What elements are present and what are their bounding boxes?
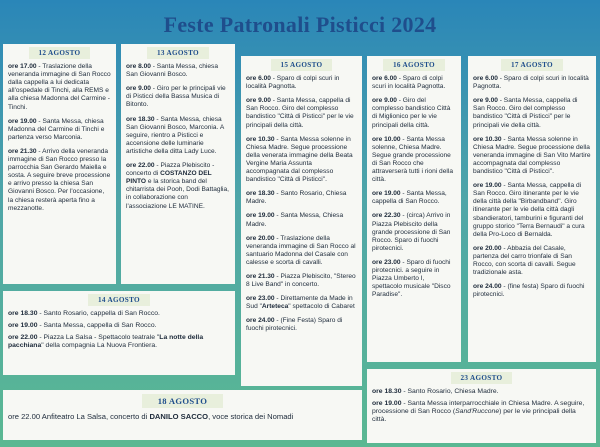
event-time: ore 10.00 xyxy=(372,135,401,143)
event-text: " spettacolo di Cabaret xyxy=(288,303,355,311)
event-text: - Santa Messa, Chiesa Madre. xyxy=(246,212,344,228)
event-time: ore 8.00 xyxy=(126,63,151,71)
event-item xyxy=(246,190,357,206)
event-text: - (Fine Festa) Sparo di fuochi pirotecnici. xyxy=(246,317,343,333)
event-time: ore 18.30 xyxy=(126,115,155,123)
event-text: - Piazza Plebiscito, "Stereo 8 Live Band" in concerto. xyxy=(246,272,356,289)
event-item xyxy=(8,310,230,318)
event-item xyxy=(372,259,456,299)
event-text: Anfiteatro La Salsa, concerto di xyxy=(40,412,150,422)
event-highlight: Arteteca xyxy=(261,303,289,311)
day-card-17-agosto xyxy=(468,56,596,362)
event-time: ore 9.00 xyxy=(473,97,498,105)
event-item xyxy=(372,97,456,129)
event-text: - Santa Messa solenne in Chiesa Madre. Segue processione della venerata immagine della Beata Vergine Maria Assunta accompagnata dal complesso bandistico "Città di Pisticci". xyxy=(246,135,353,184)
event-text: - Giro per le principali vie di Pisticci della Bassa Musica di Bitonto. xyxy=(126,85,226,109)
event-text: - Santa Messa, cappella di San Rocco. Giro itinerante per le vie della città della "Birbandband". Giro itinerante per le vie della città dagli sbandieratori, tamburini e figuranti del gruppo storico "Terra Bernaudi" a cura della Pro-Loco di Bernalda. xyxy=(473,182,585,238)
event-time: ore 10.30 xyxy=(473,135,502,143)
event-highlight: La notte della pacchiana xyxy=(8,334,204,350)
event-text: - Santa Messa interparrocchiale in Chiesa Madre. A seguire, processione di San Rocco ( xyxy=(372,400,585,416)
day-header: 17 AGOSTO xyxy=(501,59,563,71)
event-time: ore 21.30 xyxy=(246,272,275,280)
day-card-16-agosto xyxy=(367,56,461,362)
event-time: ore 24.00 xyxy=(473,283,502,291)
event-text: - Giro del complesso bandistico Città di Miglionico per le vie principali della città. xyxy=(372,97,451,129)
event-text: - Piazza La Salsa - Spettacolo teatrale " xyxy=(37,334,160,342)
event-item xyxy=(246,97,357,129)
event-time: ore 6.00 xyxy=(372,75,397,83)
event-text: - (circa) Arrivo in Piazza Plebiscito della grande processione di San Rocco. Sparo di fuochi pirotecnici. xyxy=(372,212,451,252)
event-time: ore 22.00 xyxy=(8,412,41,422)
event-time: ore 21.30 xyxy=(8,147,37,155)
event-time: ore 10.30 xyxy=(246,135,275,143)
event-text: ) per le vie principali della città. xyxy=(372,408,576,424)
event-text: - Santo Rosario, Chiesa Madre. xyxy=(246,190,347,206)
event-item xyxy=(372,75,456,91)
event-text: - Traslazione della veneranda immagine di San Rocco al santuario Madonna del Casale con calesse e scorta di cavalli. xyxy=(246,234,356,266)
event-highlight: COSTANZO DEL PINTO xyxy=(126,170,212,186)
event-time: ore 18.30 xyxy=(8,310,38,318)
event-time: ore 22.30 xyxy=(372,212,401,220)
event-text: - Santa Messa, chiesa San Giovanni Bosco. xyxy=(126,63,219,79)
event-item xyxy=(246,75,357,91)
event-text: - Sparo di fuochi pirotecnici. a seguire in Piazza Umberto I, spettacolo musicale "Disco Paradise". xyxy=(372,258,451,299)
event-time: ore 9.00 xyxy=(372,97,397,105)
event-text: - Santa Messa, chiesa San Giovanni Bosco, Marconia. A seguire, rientro a Pisticci e accensione delle luminarie artistiche della ditta Lady Luce. xyxy=(126,115,224,155)
event-item xyxy=(126,63,230,79)
event-item xyxy=(8,118,111,142)
event-time: ore 18.30 xyxy=(246,190,275,198)
event-item xyxy=(126,162,230,211)
event-time: ore 19.00 xyxy=(372,400,402,408)
event-time: ore 22.00 xyxy=(126,162,155,170)
event-item xyxy=(473,136,591,176)
event-text: - Santa Messa solenne in Chiesa Madre. Segue processione della veneranda immagine di San Vito Martire accompagnata dal complesso bandistico "Città di Pisticci". xyxy=(473,135,591,176)
event-item xyxy=(246,212,357,228)
event-text: - Santo Rosario, cappella di San Rocco. xyxy=(37,310,160,318)
event-item xyxy=(8,412,357,422)
event-time: ore 6.00 xyxy=(473,75,498,83)
event-time: ore 9.00 xyxy=(246,97,271,105)
event-text: - Traslazione della veneranda immagine di San Rocco dalla cappella a lui dedicata all'ospedale di Tinchi, alla REMS e alla chiesa Madonna del Carmine - Tinchi. xyxy=(8,63,111,111)
event-time: ore 22.00 xyxy=(8,334,38,342)
event-item xyxy=(126,116,230,156)
event-text: - Abbazia del Casale, partenza del carro trionfale di San Rocco, con scorta di cavalli. Segue tradizionale asta. xyxy=(473,244,576,277)
event-text: - Santa Messa solenne, Chiesa Madre. Segue grande processione di San Rocco che attraverserà tutti i rioni della città. xyxy=(372,135,453,184)
event-item xyxy=(8,322,230,330)
event-item xyxy=(372,212,456,252)
event-time: ore 23.00 xyxy=(246,295,275,303)
event-item xyxy=(8,334,230,350)
event-time: ore 19.00 xyxy=(8,322,38,330)
event-time: ore 19.00 xyxy=(8,117,37,125)
day-card-18-agosto xyxy=(3,390,362,440)
event-item xyxy=(473,97,591,129)
event-item xyxy=(372,388,591,396)
event-item xyxy=(126,85,230,109)
event-text: - Direttamente da Made in Sud " xyxy=(246,295,353,311)
day-header: 16 AGOSTO xyxy=(383,59,445,71)
day-header: 18 AGOSTO xyxy=(142,394,224,408)
event-time: ore 9.00 xyxy=(126,85,151,93)
event-time: ore 19.00 xyxy=(372,190,401,198)
day-card-15-agosto xyxy=(241,56,362,386)
event-time: ore 6.00 xyxy=(246,75,271,83)
page-title: Feste Patronali Pisticci 2024 xyxy=(163,12,437,37)
event-text: - Santa Messa, cappella di San Rocco. Giro del complesso bandistico "Città di Pisticci" per le principali vie della città. xyxy=(473,97,578,129)
event-item xyxy=(246,136,357,185)
event-item xyxy=(372,136,456,185)
day-header: 14 AGOSTO xyxy=(88,294,150,306)
event-time: ore 17.00 xyxy=(8,63,37,71)
day-card-13-agosto xyxy=(121,44,235,284)
day-card-23-agosto xyxy=(367,369,596,443)
event-item xyxy=(473,283,591,299)
event-text: - Santa Messa, cappella di San Rocco. xyxy=(37,322,157,330)
event-item xyxy=(246,235,357,267)
day-card-12-agosto xyxy=(3,44,116,284)
day-header: 23 AGOSTO xyxy=(451,372,513,384)
event-item xyxy=(473,182,591,239)
event-time: ore 19.00 xyxy=(246,212,275,220)
event-text: - (fine festa) Sparo di fuochi pirotecnici. xyxy=(473,283,585,299)
event-text: - Santa Messa, cappella di San Rocco. Giro del complesso bandistico "Città di Pisticci" per le vie principali della città. xyxy=(246,97,354,129)
day-header: 13 AGOSTO xyxy=(147,47,209,59)
event-text: - Santa Messa, cappella di San Rocco. xyxy=(372,190,447,206)
event-item xyxy=(246,317,357,333)
event-time: ore 24.00 xyxy=(246,317,275,325)
event-item xyxy=(8,148,111,213)
event-italic: Sand'Ruccone xyxy=(455,408,500,416)
event-text: - Piazza Plebiscito - concerto di xyxy=(126,162,215,178)
event-text: - Sparo di colpi scuri in località Pagnotta. xyxy=(473,75,589,91)
event-time: ore 23.00 xyxy=(372,258,401,266)
event-text: e la storica band del chitarrista dei Pooh, Dodi Battaglia, in collaborazione con l'associazione LE MATINE. xyxy=(126,178,229,210)
event-text: - Santa Messa, chiesa Madonna del Carmine di Tinchi e partenza verso Marconia. xyxy=(8,117,105,141)
event-text: " della compagnia La Nuova Frontiera. xyxy=(41,342,158,350)
event-text: , voce storica dei Nomadi xyxy=(208,412,294,422)
day-header: 12 AGOSTO xyxy=(29,47,91,59)
event-text: - Santo Rosario, Chiesa Madre. xyxy=(401,388,499,396)
event-highlight: DANILO SACCO xyxy=(149,412,209,422)
day-header: 15 AGOSTO xyxy=(271,59,333,71)
event-item xyxy=(473,75,591,91)
event-time: ore 20.00 xyxy=(246,234,275,242)
event-item xyxy=(473,245,591,277)
event-time: ore 19.00 xyxy=(473,182,502,190)
day-card-14-agosto xyxy=(3,291,235,375)
event-item xyxy=(8,63,111,112)
event-item xyxy=(246,295,357,311)
event-time: ore 18.30 xyxy=(372,388,402,396)
event-text: - Sparo di colpi scuri in località Pagnotta. xyxy=(372,75,446,91)
event-text: - Arrivo della veneranda immagine di San Rocco presso la parrocchia San Gerardo Maiella e sosta. A seguire breve processione e arrivo presso la chiesa San Giovanni Bosco. Per l'occasione, la chiesa resterà aperta fino a mezzanotte. xyxy=(8,147,111,212)
event-text: - Sparo di colpi scuri in località Pagnotta. xyxy=(246,75,340,91)
event-item xyxy=(246,273,357,289)
event-item xyxy=(372,400,591,424)
event-time: ore 20.00 xyxy=(473,244,502,252)
event-item xyxy=(372,190,456,206)
